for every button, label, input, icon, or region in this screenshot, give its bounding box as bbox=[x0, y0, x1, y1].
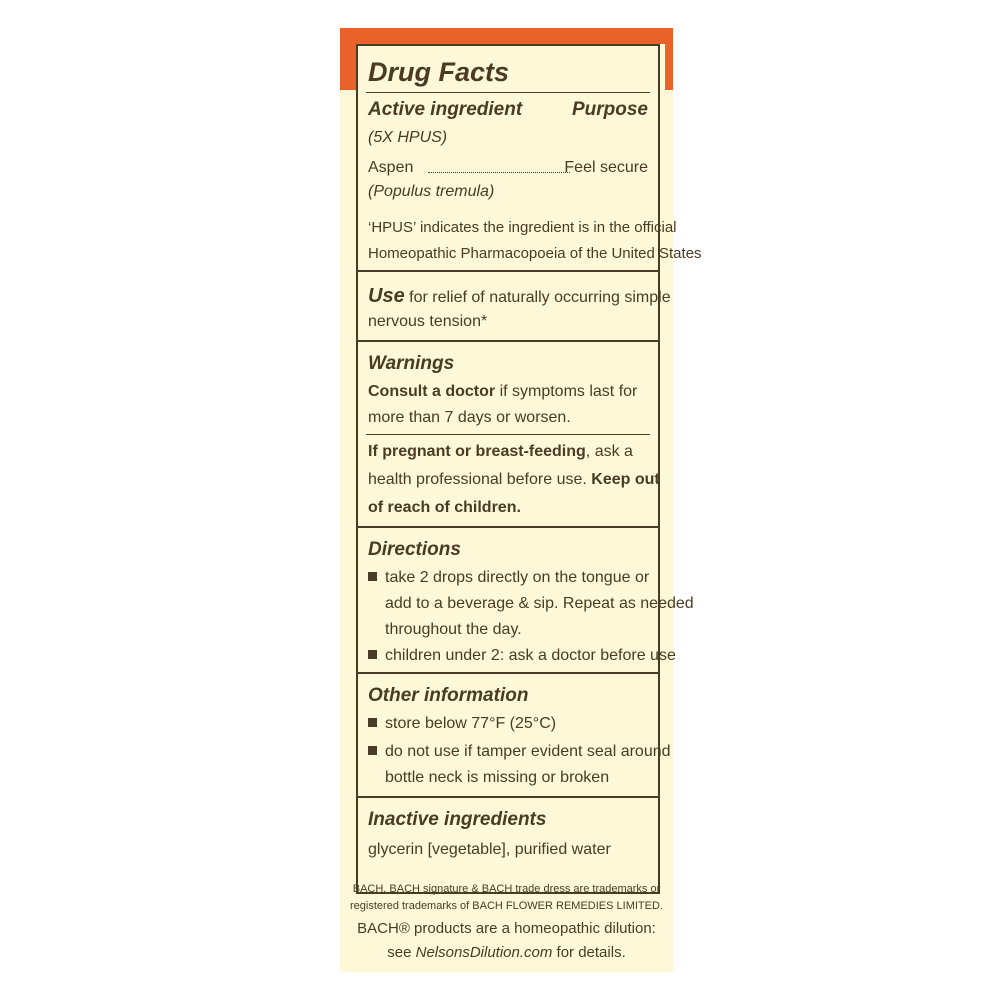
section-divider bbox=[358, 672, 658, 674]
pregnant-text: health professional before use. bbox=[368, 471, 587, 488]
consult-bold: Consult a doctor bbox=[368, 383, 496, 400]
pregnant-bold: If pregnant or breast-feeding bbox=[368, 443, 586, 460]
consult-line2: more than 7 days or worsen. bbox=[368, 409, 571, 426]
use-text: for relief of naturally occurring simple bbox=[409, 289, 671, 306]
directions-heading: Directions bbox=[368, 539, 461, 560]
dilution-link: NelsonsDilution.com bbox=[415, 944, 553, 961]
dot-leader bbox=[428, 172, 570, 173]
other-item2-line2: bottle neck is missing or broken bbox=[385, 769, 610, 786]
warnings-heading: Warnings bbox=[368, 353, 455, 374]
other-text: store below 77°F (25°C) bbox=[385, 715, 557, 732]
divider bbox=[366, 434, 650, 435]
keep-out-bold: Keep out bbox=[591, 471, 660, 488]
square-bullet-icon bbox=[368, 718, 377, 727]
ingredient-name: Aspen bbox=[368, 159, 414, 176]
drug-facts-title: Drug Facts bbox=[368, 57, 510, 87]
dilution-line2 bbox=[340, 944, 673, 962]
use-text-line2: nervous tension* bbox=[368, 313, 488, 330]
pregnant-rest: , ask a bbox=[585, 443, 633, 460]
section-divider bbox=[358, 340, 658, 342]
inactive-text: glycerin [vegetable], purified water bbox=[368, 841, 611, 858]
trademark-line2: registered trademarks of BACH FLOWER REMEDIES LIMITED. bbox=[350, 900, 663, 912]
pregnant-line2 bbox=[368, 470, 660, 490]
dilution-post: for details. bbox=[556, 944, 626, 961]
square-bullet-icon bbox=[368, 746, 377, 755]
hpus-note-line2: Homeopathic Pharmacopoeia of the United States bbox=[368, 245, 702, 262]
use-heading: Use bbox=[368, 285, 405, 307]
trademark-line1: BACH, BACH signature & BACH trade dress are trademarks or bbox=[352, 883, 661, 895]
directions-item1-line3: throughout the day. bbox=[385, 621, 522, 638]
purpose-heading: Purpose bbox=[571, 99, 648, 120]
directions-text: children under 2: ask a doctor before use bbox=[385, 647, 676, 664]
hpus-note-line1: ‘HPUS’ indicates the ingredient is in the official bbox=[368, 219, 677, 236]
inactive-heading: Inactive ingredients bbox=[368, 809, 547, 830]
directions-item2 bbox=[368, 646, 676, 666]
ingredient-purpose: Feel secure bbox=[564, 159, 648, 176]
directions-text: take 2 drops directly on the tongue or bbox=[385, 569, 650, 586]
square-bullet-icon bbox=[368, 572, 377, 581]
drug-facts-label bbox=[340, 28, 702, 972]
section-divider bbox=[358, 796, 658, 798]
pregnant-line1 bbox=[368, 442, 633, 462]
section-divider bbox=[358, 526, 658, 528]
orange-left-band bbox=[340, 44, 356, 90]
other-info-heading: Other information bbox=[368, 685, 529, 706]
directions-item1-line1 bbox=[368, 568, 649, 588]
drug-facts-panel bbox=[356, 44, 702, 894]
section-divider bbox=[358, 270, 658, 272]
consult-rest: if symptoms last for bbox=[499, 383, 638, 400]
other-item2-line1 bbox=[368, 742, 671, 762]
consult-line1 bbox=[368, 382, 637, 402]
divider bbox=[366, 92, 650, 93]
hpus-label: (5X HPUS) bbox=[368, 129, 448, 146]
ingredient-latin-name: (Populus tremula) bbox=[368, 183, 495, 200]
other-item1 bbox=[368, 714, 556, 734]
orange-top-band bbox=[340, 28, 673, 44]
keep-out-line2: of reach of children. bbox=[368, 499, 521, 516]
square-bullet-icon bbox=[368, 650, 377, 659]
directions-item1-line2: add to a beverage & sip. Repeat as needed bbox=[385, 595, 694, 612]
other-text: do not use if tamper evident seal around bbox=[385, 743, 671, 760]
active-ingredient-heading: Active ingredient bbox=[368, 99, 523, 120]
orange-right-band bbox=[665, 44, 673, 90]
use-text-line1 bbox=[368, 286, 671, 308]
dilution-pre: see bbox=[387, 944, 412, 961]
dilution-line1: BACH® products are a homeopathic dilution: bbox=[357, 920, 656, 937]
